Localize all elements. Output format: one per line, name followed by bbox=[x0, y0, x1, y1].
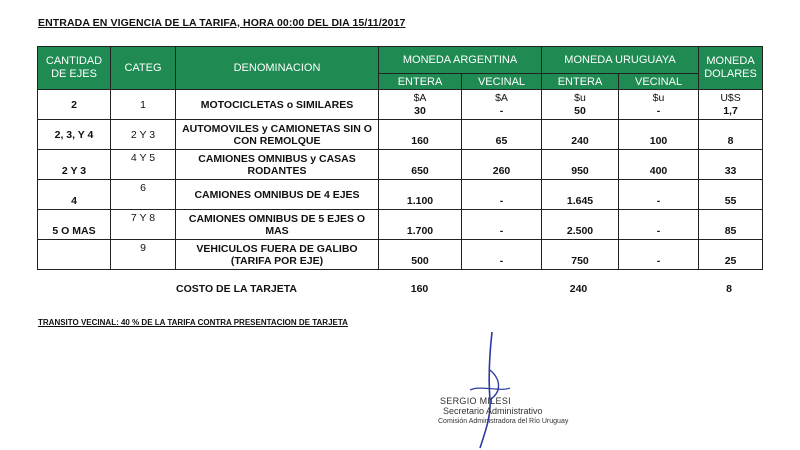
cell-categ: 4 Y 5 bbox=[130, 152, 156, 164]
header-moneda-uruguaya: MONEDA URUGUAYA bbox=[542, 47, 699, 74]
table-row bbox=[38, 180, 763, 210]
cell-ejes: 2 Y 3 bbox=[61, 165, 87, 177]
table-row bbox=[38, 150, 763, 180]
cell-uy-entera: 240 bbox=[571, 135, 589, 147]
cell-uy-entera: 2.500 bbox=[566, 225, 594, 237]
cell-ejes: 5 O MAS bbox=[52, 225, 96, 237]
header-ar-entera: ENTERA bbox=[379, 74, 462, 90]
cell-unit: $u bbox=[574, 92, 586, 104]
cell-uy-vecinal: - bbox=[656, 195, 661, 207]
cell-unit: $u bbox=[652, 92, 665, 104]
costo-ar: 160 bbox=[410, 283, 429, 295]
header-cantidad-ejes: CANTIDAD DE EJES bbox=[38, 47, 111, 90]
cell-unit: U$S bbox=[720, 92, 741, 104]
cell-ar-entera: 30 bbox=[414, 105, 426, 117]
cell-ar-vecinal: - bbox=[499, 105, 504, 117]
costo-label: COSTO DE LA TARJETA bbox=[176, 283, 297, 295]
cell-usd: 1,7 bbox=[723, 105, 738, 117]
cell-usd: 85 bbox=[724, 225, 737, 237]
cell-ar-vecinal: 65 bbox=[495, 135, 508, 147]
cell-ejes: 2, 3, Y 4 bbox=[54, 128, 94, 141]
header-moneda-argentina: MONEDA ARGENTINA bbox=[379, 47, 542, 74]
document-title: ENTRADA EN VIGENCIA DE LA TARIFA, HORA 00:00 DEL DIA 15/11/2017 bbox=[38, 17, 406, 29]
cell-uy-vecinal: - bbox=[656, 255, 661, 267]
cell-ar-entera: 500 bbox=[411, 255, 429, 267]
signature-role: Secretario Administrativo bbox=[443, 406, 543, 416]
table-row bbox=[38, 210, 763, 240]
signature-name: SERGIO MILESI bbox=[440, 396, 511, 406]
cell-uy-entera: 50 bbox=[574, 105, 586, 117]
tariff-table bbox=[37, 46, 763, 270]
cell-uy-vecinal: - bbox=[656, 105, 661, 117]
cell-ar-entera: 1.700 bbox=[406, 225, 434, 237]
table-row bbox=[38, 120, 763, 150]
cell-ejes: 2 bbox=[71, 98, 77, 111]
cell-uy-vecinal: 100 bbox=[649, 135, 668, 147]
cell-uy-entera: 950 bbox=[571, 165, 589, 177]
cell-uy-vecinal: - bbox=[656, 225, 661, 237]
costo-uy: 240 bbox=[569, 283, 588, 295]
header-uy-vecinal: VECINAL bbox=[619, 74, 699, 90]
header-denominacion: DENOMINACION bbox=[176, 47, 379, 90]
cell-uy-vecinal: 400 bbox=[649, 165, 668, 177]
header-moneda-dolares: MONEDA DOLARES bbox=[699, 47, 763, 90]
cell-ar-entera: 160 bbox=[411, 135, 429, 147]
cell-categ: 6 bbox=[140, 182, 146, 194]
cell-ar-vecinal: 260 bbox=[492, 165, 511, 177]
cell-categ: 1 bbox=[140, 98, 146, 111]
header-categ: CATEG bbox=[111, 47, 176, 90]
cell-categ: 7 Y 8 bbox=[130, 212, 156, 224]
cell-unit: $A bbox=[495, 92, 508, 104]
cell-ar-vecinal: - bbox=[499, 225, 504, 237]
cell-denominacion: MOTOCICLETAS o SIMILARES bbox=[200, 98, 354, 111]
cell-categ: 9 bbox=[140, 242, 146, 254]
cell-ejes: 4 bbox=[71, 195, 77, 207]
cell-denominacion: VEHICULOS FUERA DE GALIBO (TARIFA POR EJE) bbox=[196, 242, 358, 267]
cell-ar-vecinal: - bbox=[499, 255, 504, 267]
table-row bbox=[38, 240, 763, 270]
transito-vecinal-note: TRANSITO VECINAL: 40 % DE LA TARIFA CONTRA PRESENTACION DE TARJETA bbox=[38, 318, 348, 327]
cell-denominacion: AUTOMOVILES y CAMIONETAS SIN O CON REMOLQUE bbox=[182, 122, 372, 147]
table-row bbox=[38, 90, 763, 120]
cell-usd: 25 bbox=[724, 255, 737, 267]
signature-org: Comisión Administradora del Río Uruguay bbox=[438, 418, 569, 425]
cell-ar-entera: 1.100 bbox=[406, 195, 434, 207]
cell-usd: 55 bbox=[724, 195, 737, 207]
cell-denominacion: CAMIONES OMNIBUS DE 5 EJES O MAS bbox=[188, 212, 366, 237]
cell-denominacion: CAMIONES OMNIBUS y CASAS RODANTES bbox=[198, 152, 356, 177]
cell-uy-entera: 1.645 bbox=[566, 195, 594, 207]
cell-ar-entera: 650 bbox=[411, 165, 429, 177]
header-ar-vecinal: VECINAL bbox=[462, 74, 542, 90]
signature-mark bbox=[410, 330, 540, 450]
header-uy-entera: ENTERA bbox=[542, 74, 619, 90]
costo-usd: 8 bbox=[726, 283, 732, 295]
cell-usd: 8 bbox=[727, 135, 734, 147]
cell-categ: 2 Y 3 bbox=[130, 128, 156, 141]
cell-unit: $A bbox=[413, 92, 427, 104]
cell-uy-entera: 750 bbox=[571, 255, 589, 267]
cell-ar-vecinal: - bbox=[499, 195, 504, 207]
cell-denominacion: CAMIONES OMNIBUS DE 4 EJES bbox=[194, 188, 360, 201]
cell-usd: 33 bbox=[724, 165, 737, 177]
